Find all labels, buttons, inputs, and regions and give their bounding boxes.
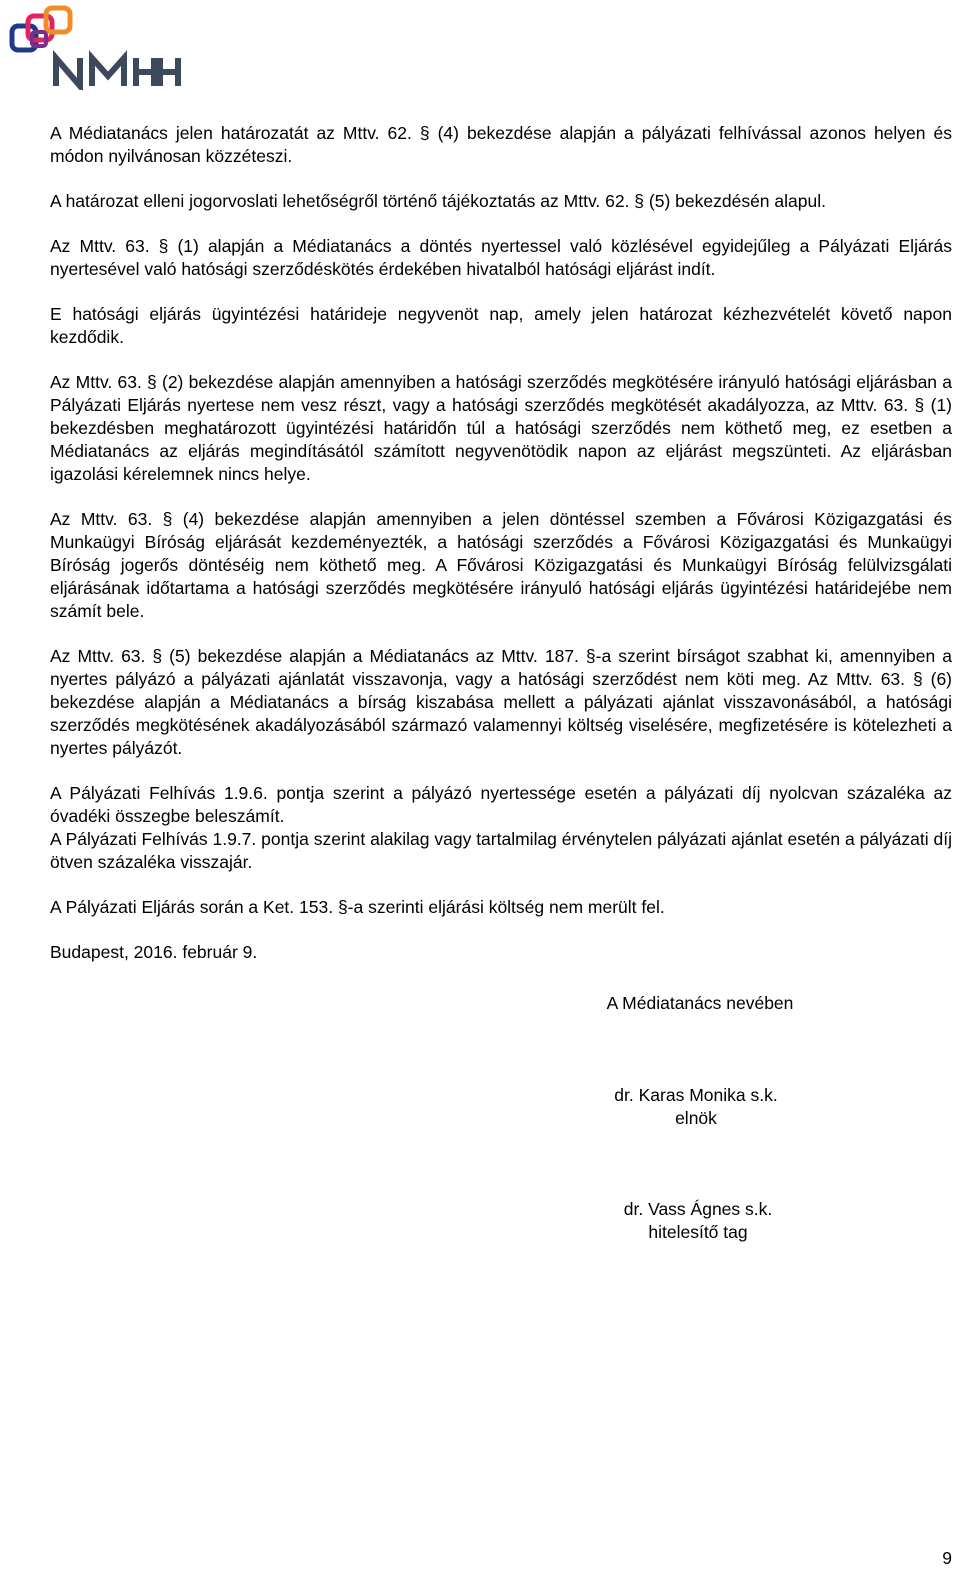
place-date: Budapest, 2016. február 9. [50, 942, 258, 962]
signature-block-authenticator [560, 1198, 836, 1244]
signer-title: hitelesítő tag [648, 1222, 748, 1242]
paragraph-fine: Az Mttv. 63. § (5) bekezdése alapján a Médiatanács az Mttv. 187. §-a szerint bírságot szabhat ki, amennyiben a nyertes pályázó a pályázati ajánlatát visszavonja, vagy a hatósági szerződést nem köti meg. Az Mttv. 63. § (6) bekezdése alapján a Médiatanács a bírság kiszabása mellett a pályázati ajánlat visszavonásából, a hatósági szerződés megkötésének akadályozásából származó valamennyi költség viselésére, megfizetésére is kötelezheti a nyertes pályázót. [50, 646, 952, 758]
paragraph-deadline: E hatósági eljárás ügyintézési határideje negyvenöt nap, amely jelen határozat kézhezvételét követő napon kezdődik. [50, 304, 952, 347]
document-body [50, 122, 952, 986]
nmhh-logo [8, 4, 183, 90]
paragraph-fee-1: A Pályázati Felhívás 1.9.6. pontja szerint a pályázó nyertessége esetén a pályázati díj nyolcvan százaléka az óvadéki összegbe beleszámít. [50, 783, 952, 826]
paragraph-court: Az Mttv. 63. § (4) bekezdése alapján amennyiben a jelen döntéssel szemben a Fővárosi Közigazgatási és Munkaügyi Bíróság eljárását kezdeményezték, a hatósági szerződés a Fővárosi Közigazgatási és Munkaügyi Bíróság jogerős döntéséig nem köthető meg. A Fővárosi Közigazgatási és Munkaügyi Bíróság felülvizsgálati eljárásának időtartama a hatósági szerződés megkötésére irányuló hatósági eljárás ügyintézési határidejébe nem számít bele. [50, 509, 952, 621]
signature-block-chair [560, 1084, 832, 1130]
paragraph-costs: A Pályázati Eljárás során a Ket. 153. §-a szerinti eljárási költség nem merült fel. [50, 897, 665, 917]
signature-on-behalf: A Médiatanács nevében [606, 993, 794, 1013]
paragraph-fee-2: A Pályázati Felhívás 1.9.7. pontja szerint alakilag vagy tartalmilag érvénytelen pályázati ajánlat esetén a pályázati díj ötven százaléka visszajár. [50, 829, 952, 872]
paragraph-termination: Az Mttv. 63. § (2) bekezdése alapján amennyiben a hatósági szerződés megkötésére irányuló hatósági eljárásban a Pályázati Eljárás nyertese nem vesz részt, vagy a hatósági szerződés megkötését akadályozza, az Mttv. 63. § (1) bekezdésben meghatározott ügyintézési határidőn túl a hatósági szerződés nem köthető meg, ez esetben a Médiatanács az eljárás megindításától számított negyvenötödik napon az eljárást megszünteti. Az eljárásban igazolási kérelemnek nincs helye. [50, 372, 952, 484]
paragraph-remedy: A határozat elleni jogorvoslati lehetőségről történő tájékoztatás az Mttv. 62. § (5) bekezdésén alapul. [50, 191, 826, 211]
paragraph-publication: A Médiatanács jelen határozatát az Mttv. 62. § (4) bekezdése alapján a pályázati felhívással azonos helyen és módon nyilvánosan közzéteszi. [50, 123, 952, 166]
signer-name: dr. Vass Ágnes s.k. [623, 1199, 773, 1219]
page-number: 9 [942, 1548, 952, 1568]
paragraph-procedure-start: Az Mttv. 63. § (1) alapján a Médiatanács a döntés nyertessel való közlésével egyidejűleg a Pályázati Eljárás nyertesével való hatósági szerződéskötés érdekében hivatalból hatósági eljárást indít. [50, 236, 952, 279]
signer-title: elnök [675, 1108, 717, 1128]
signer-name: dr. Karas Monika s.k. [614, 1085, 778, 1105]
